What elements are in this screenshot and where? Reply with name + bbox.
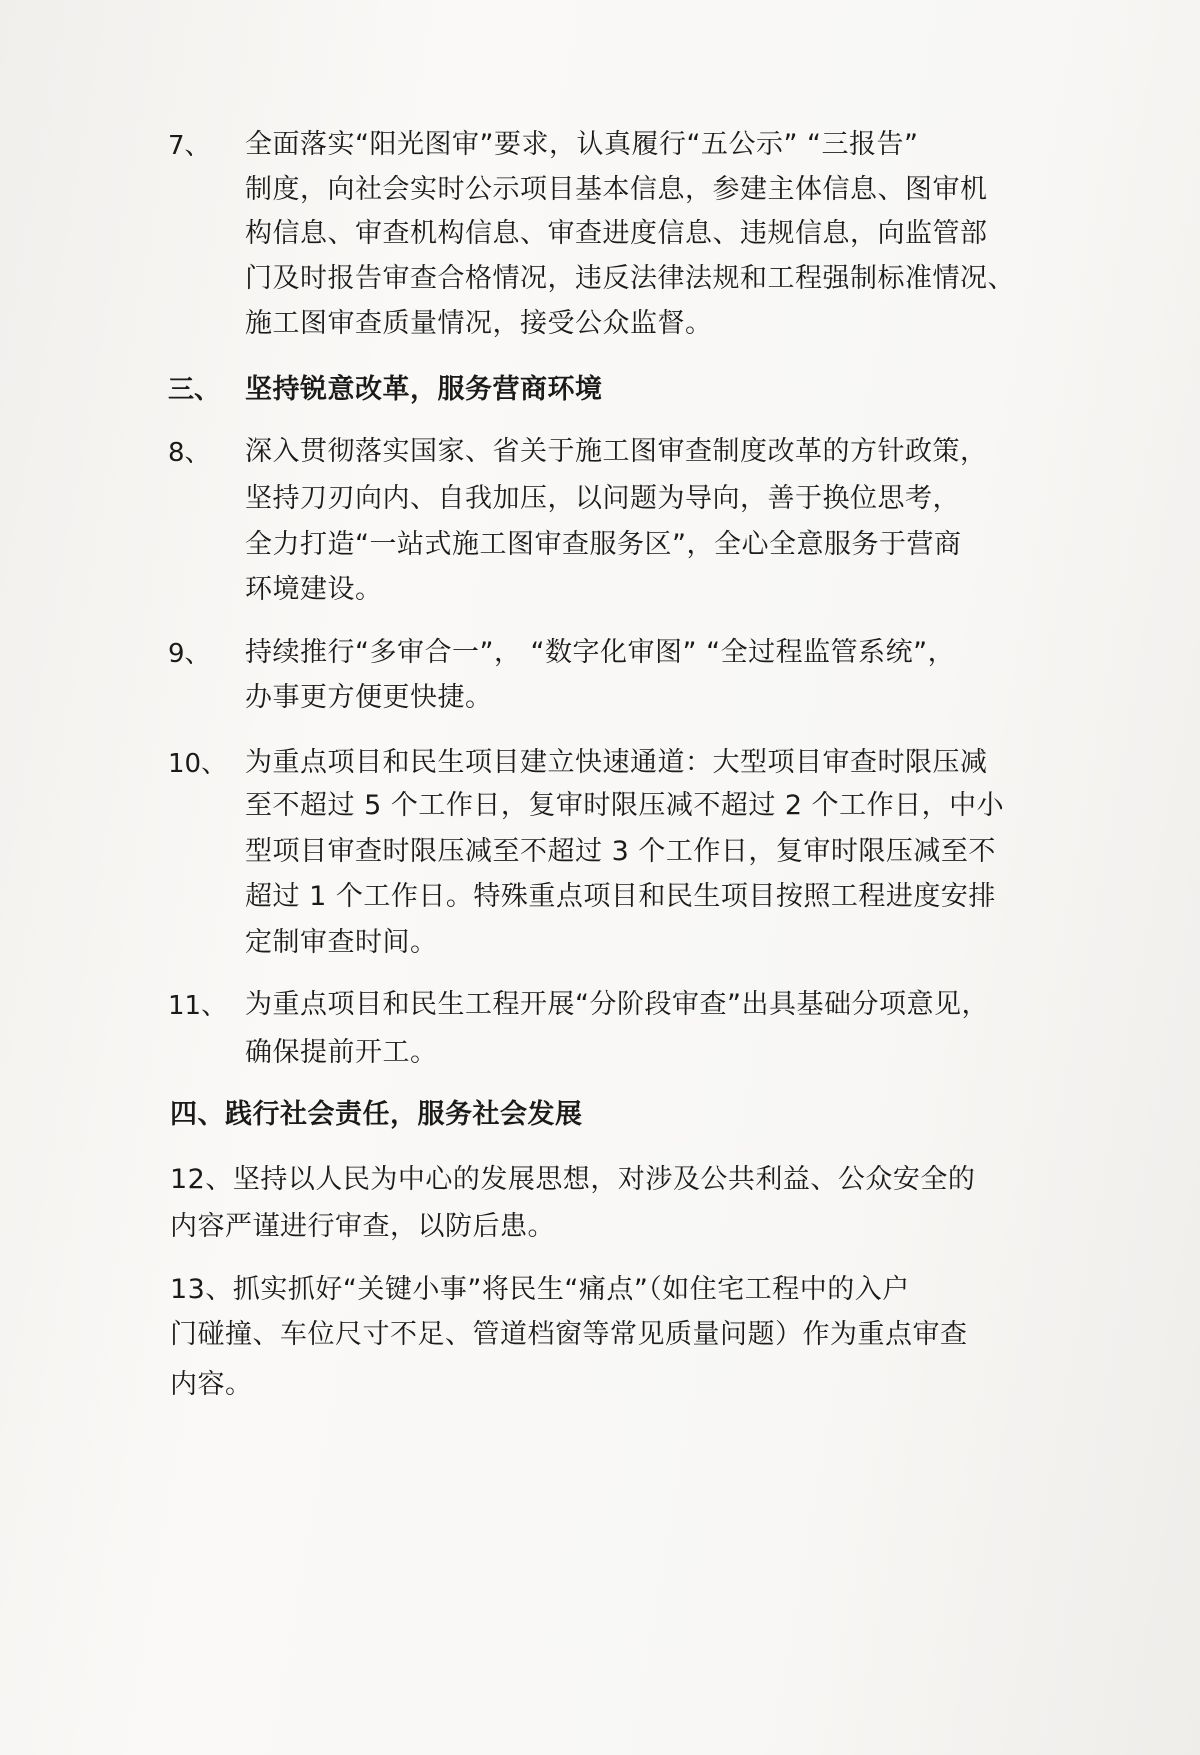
text-line: 坚持刀刃向内、自我加压，以问题为导向，善于换位思考， — [245, 483, 960, 514]
item-number: 7、 — [168, 131, 211, 161]
text-line: 型项目审查时限压减至不超过 3 个工作日，复审时限压减至不 — [245, 836, 996, 867]
text-line: 深入贯彻落实国家、省关于施工图审查制度改革的方针政策， — [245, 436, 988, 467]
item-number: 10、 — [168, 749, 228, 779]
item-number: 9、 — [168, 639, 211, 669]
text-line: 13、抓实抓好“关键小事”将民生“痛点”（如住宅工程中的入户 — [170, 1274, 910, 1305]
section-heading: 坚持锐意改革，服务营商环境 — [245, 374, 603, 405]
text-line: 环境建设。 — [245, 574, 383, 605]
text-line: 持续推行“多审合一”， “数字化审图” “全过程监管系统”， — [245, 637, 956, 668]
text-line: 制度，向社会实时公示项目基本信息，参建主体信息、图审机 — [245, 174, 988, 205]
text-line: 确保提前开工。 — [245, 1037, 438, 1068]
text-line: 内容严谨进行审查，以防后患。 — [170, 1211, 555, 1242]
text-line: 超过 1 个工作日。特殊重点项目和民生项目按照工程进度安排 — [245, 881, 996, 912]
text-line: 全面落实“阳光图审”要求，认真履行“五公示” “三报告” — [245, 129, 919, 160]
text-line: 为重点项目和民生项目建立快速通道：大型项目审查时限压减 — [245, 747, 988, 778]
text-line: 施工图审查质量情况，接受公众监督。 — [245, 308, 713, 339]
text-line: 内容。 — [170, 1369, 253, 1400]
text-line: 至不超过 5 个工作日，复审时限压减不超过 2 个工作日，中小 — [245, 790, 1005, 821]
text-line: 12、坚持以人民为中心的发展思想，对涉及公共利益、公众安全的 — [170, 1164, 976, 1195]
section-heading: 四、践行社会责任，服务社会发展 — [170, 1099, 583, 1130]
text-line: 门碰撞、车位尺寸不足、管道档窗等常见质量问题）作为重点审查 — [170, 1319, 968, 1350]
text-line: 全力打造“一站式施工图审查服务区”，全心全意服务于营商 — [245, 529, 962, 560]
item-number: 11、 — [168, 991, 228, 1021]
text-line: 门及时报告审查合格情况，违反法律法规和工程强制标准情况、 — [245, 263, 1015, 294]
text-line: 定制审查时间。 — [245, 927, 438, 958]
item-number: 8、 — [168, 438, 211, 468]
text-line: 为重点项目和民生工程开展“分阶段审查”出具基础分项意见， — [245, 989, 989, 1020]
text-line: 办事更方便更快捷。 — [245, 682, 493, 713]
section-number: 三、 — [168, 375, 221, 405]
text-line: 构信息、审查机构信息、审查进度信息、违规信息，向监管部 — [245, 218, 988, 249]
